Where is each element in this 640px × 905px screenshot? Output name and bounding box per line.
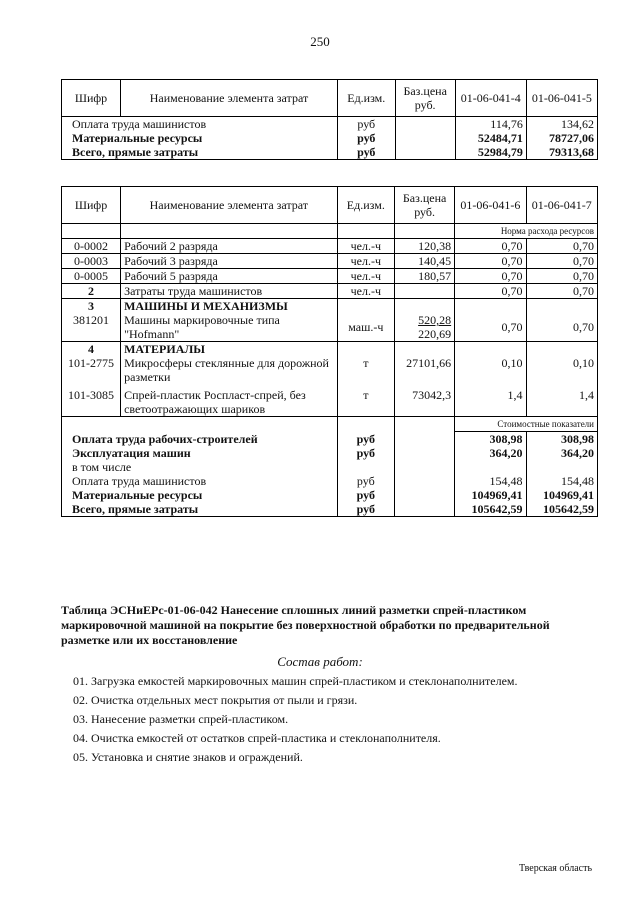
table-row xyxy=(62,131,598,145)
row-value-041-6: 0,70 xyxy=(455,313,526,342)
row-value-041-4: 52984,79 xyxy=(455,145,526,160)
row-name: Спрей-пластик Роспласт-спрей, без светоотражающих шариков xyxy=(121,384,337,417)
row-code: 0-0003 xyxy=(62,254,121,269)
summary-unit: руб xyxy=(337,432,395,447)
summary-unit: руб xyxy=(337,474,395,488)
row-value-041-7: 1,4 xyxy=(526,384,597,417)
row-code: 2 xyxy=(62,284,121,299)
row-price xyxy=(395,313,455,342)
cost-table-2 xyxy=(61,186,598,517)
row-price: 73042,3 xyxy=(395,384,455,417)
section-row xyxy=(62,299,598,314)
summary-name: Оплата труда машинистов xyxy=(62,474,338,488)
work-list xyxy=(73,672,518,767)
summary-row xyxy=(62,502,598,517)
row-unit: т xyxy=(337,384,395,417)
row-unit: чел.-ч xyxy=(337,269,395,284)
section-code: 3 xyxy=(62,299,121,314)
section-code: 4 xyxy=(62,342,121,357)
table-header-row xyxy=(62,80,598,117)
row-name: Микросферы стеклянные для дорожной разметки xyxy=(121,356,337,384)
row-price: 180,57 xyxy=(395,269,455,284)
row-name: Всего, прямые затраты xyxy=(62,145,338,160)
row-price-main: 520,28 xyxy=(418,313,452,327)
row-value-041-4: 114,76 xyxy=(455,117,526,132)
row-value-041-7: 0,10 xyxy=(526,356,597,384)
row-value-041-6: 0,70 xyxy=(455,269,526,284)
row-value-041-5: 79313,68 xyxy=(526,145,597,160)
summary-value-041-6: 308,98 xyxy=(455,432,526,447)
table-row xyxy=(62,313,598,342)
row-unit: чел.-ч xyxy=(337,254,395,269)
header-unit: Ед.изм. xyxy=(337,187,395,224)
header-col-041-7: 01-06-041-7 xyxy=(526,187,597,224)
table-row xyxy=(62,145,598,160)
row-value-041-4: 52484,71 xyxy=(455,131,526,145)
table-row xyxy=(62,254,598,269)
header-code: Шифр xyxy=(62,80,121,117)
header-price: Баз.цена руб. xyxy=(395,80,455,117)
row-value-041-7: 0,70 xyxy=(526,254,597,269)
header-price: Баз.цена руб. xyxy=(395,187,455,224)
summary-name: в том числе xyxy=(62,460,338,474)
row-code: 101-3085 xyxy=(62,384,121,417)
row-code: 101-2775 xyxy=(62,356,121,384)
row-unit: руб xyxy=(337,145,395,160)
summary-value-041-7: 308,98 xyxy=(526,432,597,447)
row-value-041-6: 0,10 xyxy=(455,356,526,384)
list-item: 03. Нанесение разметки спрей-пластиком. xyxy=(73,712,289,726)
summary-row xyxy=(62,432,598,447)
summary-row xyxy=(62,446,598,460)
table-row xyxy=(62,284,598,299)
row-code: 0-0002 xyxy=(62,239,121,254)
table-row xyxy=(62,239,598,254)
summary-value-041-6: 364,20 xyxy=(455,446,526,460)
row-value-041-5: 134,62 xyxy=(526,117,597,132)
list-item: 02. Очистка отдельных мест покрытия от пыли и грязи. xyxy=(73,693,358,707)
header-unit: Ед.изм. xyxy=(337,80,395,117)
row-value-041-6: 0,70 xyxy=(455,254,526,269)
header-code: Шифр xyxy=(62,187,121,224)
row-name: Рабочий 2 разряда xyxy=(121,239,337,254)
summary-name: Всего, прямые затраты xyxy=(62,502,338,517)
row-value-041-6: 0,70 xyxy=(455,239,526,254)
table-header-row xyxy=(62,187,598,224)
norm-label-row xyxy=(62,224,598,239)
row-name: Затраты труда машинистов xyxy=(121,284,337,299)
row-code: 381201 xyxy=(62,313,121,342)
row-value-041-7: 0,70 xyxy=(526,239,597,254)
row-price-salary: 220,69 xyxy=(418,327,452,341)
summary-value-041-7: 104969,41 xyxy=(526,488,597,502)
section-name: МАТЕРИАЛЫ xyxy=(121,342,337,357)
summary-row xyxy=(62,474,598,488)
row-unit: т xyxy=(337,356,395,384)
section-row xyxy=(62,342,598,357)
list-item: 05. Установка и снятие знаков и ограждений. xyxy=(73,750,303,764)
row-name: Машины маркировочные типа "Hofmann" xyxy=(121,313,337,342)
row-name: Рабочий 3 разряда xyxy=(121,254,337,269)
section-name: МАШИНЫ И МЕХАНИЗМЫ xyxy=(121,299,337,314)
summary-value-041-7: 364,20 xyxy=(526,446,597,460)
summary-unit: руб xyxy=(337,488,395,502)
row-unit: руб xyxy=(337,131,395,145)
header-name: Наименование элемента затрат xyxy=(121,187,337,224)
row-unit: чел.-ч xyxy=(337,239,395,254)
list-item: 04. Очистка емкостей от остатков спрей-пластика и стеклонаполнителя. xyxy=(73,731,441,745)
summary-value-041-7: 105642,59 xyxy=(526,502,597,517)
summary-name: Эксплуатация машин xyxy=(62,446,338,460)
summary-unit: руб xyxy=(337,502,395,517)
row-unit: маш.-ч xyxy=(337,313,395,342)
row-name: Оплата труда машинистов xyxy=(62,117,338,132)
cost-label: Стоимостные показатели xyxy=(455,417,598,432)
cost-table-1 xyxy=(61,79,598,160)
cost-label-row xyxy=(62,417,598,432)
region-footer: Тверская область xyxy=(519,863,593,874)
norm-label: Норма расхода ресурсов xyxy=(455,224,598,239)
table-row xyxy=(62,269,598,284)
summary-row xyxy=(62,488,598,502)
header-col-041-6: 01-06-041-6 xyxy=(455,187,526,224)
row-unit: руб xyxy=(337,117,395,132)
summary-value-041-6: 105642,59 xyxy=(455,502,526,517)
row-value-041-7: 0,70 xyxy=(526,269,597,284)
row-value-041-6: 1,4 xyxy=(455,384,526,417)
summary-unit: руб xyxy=(337,446,395,460)
summary-value-041-6: 104969,41 xyxy=(455,488,526,502)
summary-name: Материальные ресурсы xyxy=(62,488,338,502)
row-value-041-6: 0,70 xyxy=(455,284,526,299)
section-title: Таблица ЭСНиЕРс-01-06-042 Нанесение сплошных линий разметки спрей-пластиком маркировочной машиной на покрытие без поверхностной обработки по предварительной разметке или их восстановление xyxy=(61,603,550,647)
page-number: 250 xyxy=(310,34,330,49)
row-value-041-7: 0,70 xyxy=(526,313,597,342)
table-row xyxy=(62,384,598,417)
table-row xyxy=(62,117,598,132)
header-name: Наименование элемента затрат xyxy=(121,80,338,117)
header-col-041-4: 01-06-041-4 xyxy=(455,80,526,117)
table-row xyxy=(62,356,598,384)
list-item: 01. Загрузка емкостей маркировочных машин спрей-пластиком и стеклонаполнителем. xyxy=(73,674,518,688)
row-price: 27101,66 xyxy=(395,356,455,384)
row-value-041-5: 78727,06 xyxy=(526,131,597,145)
summary-value-041-7: 154,48 xyxy=(526,474,597,488)
row-price: 140,45 xyxy=(395,254,455,269)
row-unit: чел.-ч xyxy=(337,284,395,299)
row-value-041-7: 0,70 xyxy=(526,284,597,299)
row-code: 0-0005 xyxy=(62,269,121,284)
row-name: Материальные ресурсы xyxy=(62,131,338,145)
header-col-041-5: 01-06-041-5 xyxy=(526,80,597,117)
summary-name: Оплата труда рабочих-строителей xyxy=(62,432,338,447)
work-composition-heading: Состав работ: xyxy=(277,654,363,669)
row-name: Рабочий 5 разряда xyxy=(121,269,337,284)
row-price: 120,38 xyxy=(395,239,455,254)
summary-row xyxy=(62,460,598,474)
summary-value-041-6: 154,48 xyxy=(455,474,526,488)
